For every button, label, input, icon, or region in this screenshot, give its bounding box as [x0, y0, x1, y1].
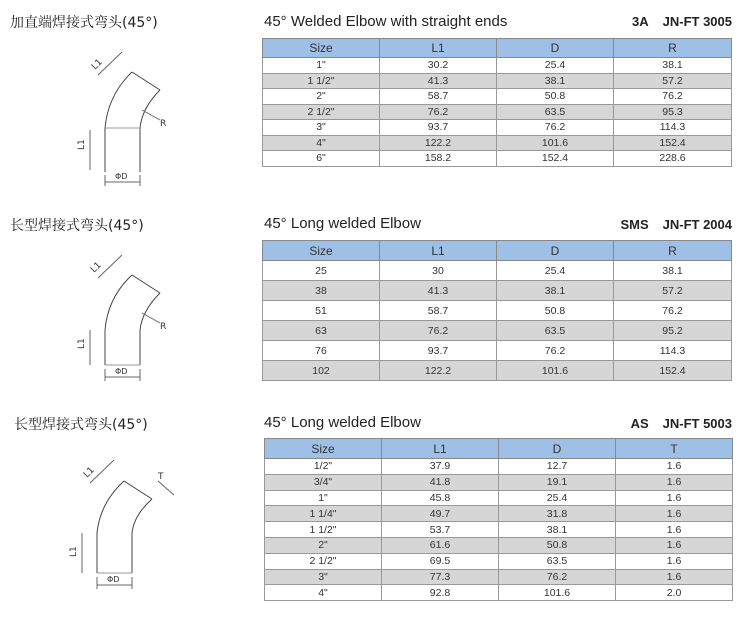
standard-code: [606, 217, 732, 232]
table-row: [265, 569, 733, 585]
col-header: D: [499, 439, 616, 459]
table-cell: 1 1/2": [265, 522, 382, 538]
col-header: R: [614, 39, 732, 58]
col-header: T: [616, 439, 733, 459]
table-cell: 1.6: [616, 490, 733, 506]
table-row: [265, 506, 733, 522]
col-header: L1: [382, 439, 499, 459]
table-row: [263, 281, 732, 301]
col-header: L1: [380, 39, 497, 58]
model-label: JN-FT 3005: [662, 14, 732, 29]
table-cell: 76: [263, 341, 380, 361]
table-cell: 122.2: [380, 135, 497, 151]
table-cell: 41.3: [380, 281, 497, 301]
table-cell: 19.1: [499, 474, 616, 490]
table-cell: 3/4": [265, 474, 382, 490]
table-cell: 92.8: [382, 585, 499, 601]
table-cell: 4": [263, 135, 380, 151]
table-cell: 2": [265, 537, 382, 553]
table-row: [265, 553, 733, 569]
table-cell: 2 1/2": [265, 553, 382, 569]
table-cell: 122.2: [380, 361, 497, 381]
table-row: [263, 361, 732, 381]
spec-table: [262, 38, 732, 167]
table-cell: 1.6: [616, 553, 733, 569]
table-row: [263, 301, 732, 321]
table-cell: 76.2: [380, 104, 497, 120]
table-cell: 1.6: [616, 569, 733, 585]
table-cell: 1/2": [265, 459, 382, 475]
table-cell: 76.2: [497, 120, 614, 136]
table-cell: 3": [265, 569, 382, 585]
table-cell: 63.5: [497, 321, 614, 341]
table-row: [265, 490, 733, 506]
table-cell: 228.6: [614, 151, 732, 167]
col-header: L1: [380, 241, 497, 261]
model-label: JN-FT 5003: [662, 416, 732, 431]
d-label: ΦD: [107, 575, 120, 584]
table-cell: 101.6: [499, 585, 616, 601]
standard-label: AS: [630, 416, 649, 431]
table-cell: 158.2: [380, 151, 497, 167]
table-cell: 1 1/2": [263, 73, 380, 89]
table-cell: 76.2: [614, 89, 732, 105]
table-row: [263, 120, 732, 136]
spec-section-3a: [0, 0, 746, 200]
table-cell: 6": [263, 151, 380, 167]
section-en-title: 45° Long welded Elbow: [264, 215, 421, 232]
table-cell: 2.0: [616, 585, 733, 601]
col-header: Size: [263, 241, 380, 261]
table-row: [263, 135, 732, 151]
table-row: [263, 89, 732, 105]
section-en-title: 45° Long welded Elbow: [264, 414, 421, 431]
table-cell: 77.3: [382, 569, 499, 585]
model-label: JN-FT 2004: [662, 217, 732, 232]
table-cell: 93.7: [380, 120, 497, 136]
table-cell: 102: [263, 361, 380, 381]
table-cell: 58.7: [380, 301, 497, 321]
table-row: [265, 474, 733, 490]
spec-table: [264, 438, 733, 601]
spec-table: [262, 240, 732, 381]
l1-side-label: L1: [69, 546, 79, 557]
table-cell: 63.5: [497, 104, 614, 120]
standard-label: SMS: [620, 217, 649, 232]
col-header: Size: [263, 39, 380, 58]
table-cell: 30: [380, 261, 497, 281]
table-cell: 38.1: [614, 261, 732, 281]
elbow-diagram: [60, 245, 190, 390]
table-row: [263, 261, 732, 281]
table-cell: 2 1/2": [263, 104, 380, 120]
table-cell: 57.2: [614, 73, 732, 89]
table-cell: 1 1/4": [265, 506, 382, 522]
table-cell: 1.6: [616, 522, 733, 538]
table-cell: 101.6: [497, 361, 614, 381]
elbow-diagram: [60, 40, 190, 190]
standard-code: [617, 416, 732, 431]
table-cell: 1": [263, 58, 380, 74]
t-label: T: [158, 472, 164, 482]
table-row: [265, 537, 733, 553]
l1-top-label: L1: [90, 57, 105, 73]
table-cell: 57.2: [614, 281, 732, 301]
table-cell: 38: [263, 281, 380, 301]
table-cell: 1.6: [616, 459, 733, 475]
r-label: R: [160, 119, 167, 129]
table-cell: 53.7: [382, 522, 499, 538]
table-cell: 63.5: [499, 553, 616, 569]
table-cell: 50.8: [499, 537, 616, 553]
table-cell: 38.1: [614, 58, 732, 74]
table-cell: 1.6: [616, 506, 733, 522]
table-cell: 49.7: [382, 506, 499, 522]
table-cell: 41.3: [380, 73, 497, 89]
table-cell: 76.2: [497, 341, 614, 361]
table-cell: 25.4: [497, 261, 614, 281]
table-cell: 114.3: [614, 120, 732, 136]
table-cell: 37.9: [382, 459, 499, 475]
table-row: [265, 585, 733, 601]
table-cell: 50.8: [497, 89, 614, 105]
r-label: R: [160, 322, 167, 332]
table-cell: 30.2: [380, 58, 497, 74]
table-cell: 114.3: [614, 341, 732, 361]
table-cell: 69.5: [382, 553, 499, 569]
table-row: [263, 58, 732, 74]
table-cell: 152.4: [497, 151, 614, 167]
table-row: [265, 522, 733, 538]
spec-section-as: [0, 405, 746, 634]
table-cell: 1.6: [616, 474, 733, 490]
table-cell: 50.8: [497, 301, 614, 321]
table-cell: 1.6: [616, 537, 733, 553]
l1-top-label: L1: [82, 465, 97, 481]
table-cell: 76.2: [380, 321, 497, 341]
table-cell: 95.2: [614, 321, 732, 341]
table-cell: 1": [265, 490, 382, 506]
col-header: Size: [265, 439, 382, 459]
table-row: [265, 459, 733, 475]
table-cell: 61.6: [382, 537, 499, 553]
table-cell: 31.8: [499, 506, 616, 522]
elbow-diagram: [62, 443, 192, 593]
col-header: D: [497, 39, 614, 58]
table-cell: 152.4: [614, 135, 732, 151]
standard-label: 3A: [632, 14, 649, 29]
l1-top-label: L1: [89, 260, 104, 276]
table-cell: 51: [263, 301, 380, 321]
col-header: R: [614, 241, 732, 261]
section-cn-title: 加直端焊接式弯头(45°): [10, 15, 158, 31]
table-row: [263, 151, 732, 167]
table-cell: 12.7: [499, 459, 616, 475]
table-cell: 101.6: [497, 135, 614, 151]
table-cell: 76.2: [499, 569, 616, 585]
l1-side-label: L1: [77, 338, 87, 349]
table-cell: 38.1: [497, 281, 614, 301]
table-cell: 58.7: [380, 89, 497, 105]
table-row: [263, 341, 732, 361]
table-cell: 95.3: [614, 104, 732, 120]
table-cell: 25.4: [497, 58, 614, 74]
d-label: ΦD: [115, 367, 128, 376]
table-cell: 45.8: [382, 490, 499, 506]
section-cn-title: 长型焊接式弯头(45°): [10, 218, 144, 234]
table-cell: 76.2: [614, 301, 732, 321]
standard-code: [618, 14, 732, 29]
d-label: ΦD: [115, 172, 128, 181]
table-row: [263, 73, 732, 89]
table-cell: 2": [263, 89, 380, 105]
table-cell: 38.1: [497, 73, 614, 89]
table-cell: 93.7: [380, 341, 497, 361]
table-cell: 38.1: [499, 522, 616, 538]
spec-section-sms: [0, 205, 746, 405]
section-en-title: 45° Welded Elbow with straight ends: [264, 13, 508, 30]
l1-side-label: L1: [77, 139, 87, 150]
table-cell: 41.8: [382, 474, 499, 490]
col-header: D: [497, 241, 614, 261]
section-cn-title: 长型焊接式弯头(45°): [14, 417, 148, 433]
table-cell: 25.4: [499, 490, 616, 506]
table-row: [263, 321, 732, 341]
table-cell: 4": [265, 585, 382, 601]
table-cell: 3": [263, 120, 380, 136]
table-cell: 63: [263, 321, 380, 341]
table-cell: 152.4: [614, 361, 732, 381]
table-cell: 25: [263, 261, 380, 281]
table-row: [263, 104, 732, 120]
